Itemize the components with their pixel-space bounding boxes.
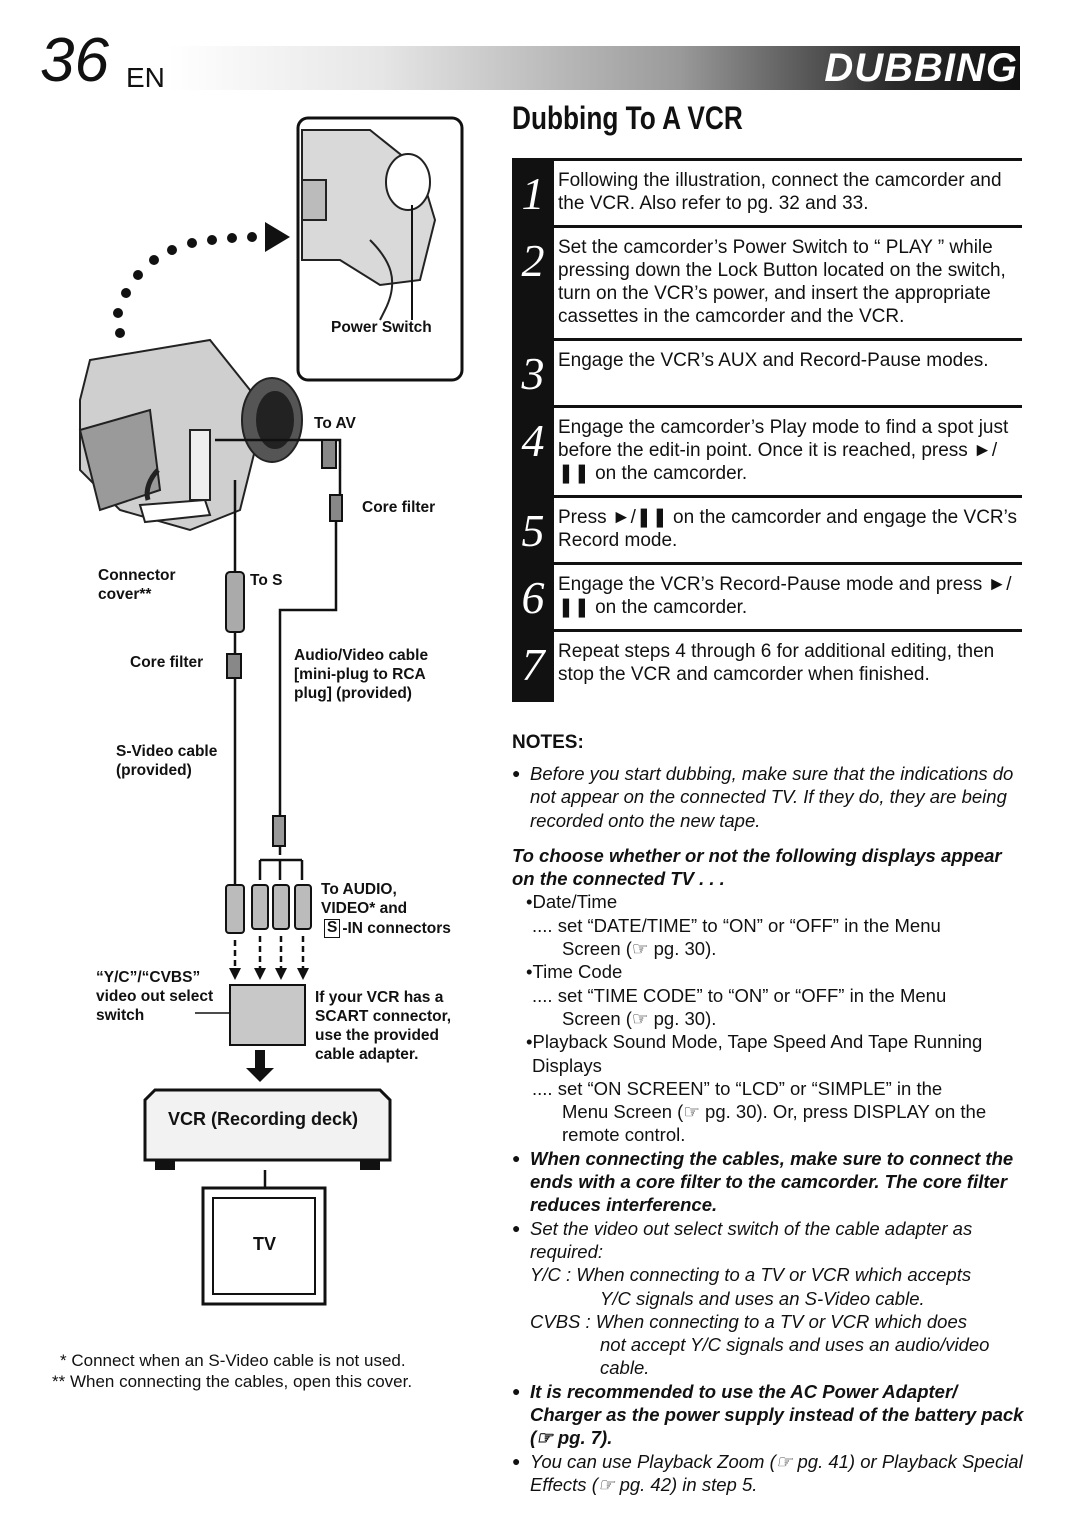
notes-title: NOTES:	[512, 732, 584, 753]
main-heading: Dubbing To A VCR	[512, 100, 743, 136]
step-1	[512, 158, 1022, 225]
cvbs-line-2: not accept Y/C signals and uses an audio/video	[600, 1334, 990, 1356]
cvbs-line: CVBS : When connecting to a TV or VCR which does	[530, 1310, 968, 1332]
playback-item-2: Displays	[532, 1054, 602, 1076]
to-s-label: To S	[250, 572, 283, 589]
scart-label: If your VCR has a SCART connector, use the provided cable adapter.	[315, 989, 452, 1063]
step-text: Engage the VCR’s Record-Pause mode and press ►/❚❚ on the camcorder.	[558, 574, 1012, 618]
s-in-connectors	[324, 919, 451, 938]
tv-label: TV	[253, 1234, 277, 1254]
step-4	[512, 405, 1022, 495]
note-item: ● You can use Playback Zoom (☞ pg. 41) or Playback Special Effects (☞ pg. 42) in step 5.	[512, 1450, 1027, 1497]
svideo-cable-label: S-Video cable (provided)	[116, 743, 218, 779]
step-6	[512, 562, 1022, 629]
connector-cover-label: Connector cover**	[98, 567, 176, 603]
s-in-label: -IN connectors	[342, 920, 451, 937]
core-filter-left-label: Core filter	[130, 654, 204, 671]
playback-set: .... set “ON SCREEN” to “LCD” or “SIMPLE” in the	[532, 1077, 943, 1099]
select-switch-label: “Y/C”/“CVBS” video out select switch	[96, 969, 214, 1024]
step-text: Press ►/❚❚ on the camcorder and engage the VCR’s Record mode.	[558, 507, 1018, 551]
cvbs-line-3: cable.	[600, 1357, 650, 1379]
note-item: ● When connecting the cables, make sure to connect the ends with a core filter to the camcorder. The core filter reduces interference.	[512, 1147, 1027, 1217]
playback-screen: Menu Screen (☞ pg. 30). Or, press DISPLAY on the	[562, 1101, 987, 1123]
step-text: Following the illustration, connect the camcorder and the VCR. Also refer to pg. 32 and 33.	[558, 170, 1002, 214]
step-3	[512, 338, 1022, 405]
to-av-label: To AV	[314, 415, 356, 432]
playback-remote: remote control.	[562, 1124, 686, 1146]
step-number: 2	[512, 228, 554, 338]
power-switch-label: Power Switch	[331, 319, 432, 336]
camcorder-illustration	[80, 340, 302, 530]
note-item: ● It is recommended to use the AC Power Adapter/ Charger as the power supply instead of the battery pack (☞ pg. 7).	[512, 1380, 1027, 1450]
to-audio-label: To AUDIO, VIDEO* and	[321, 881, 408, 917]
av-cable-label: Audio/Video cable [mini-plug to RCA plug] (provided)	[294, 647, 429, 702]
note-item: ● Set the video out select switch of the cable adapter as required:	[512, 1217, 1027, 1264]
step-text: Engage the camcorder’s Play mode to find a spot just before the edit-in point. Once it is reached, press ►/❚❚ on the camcorder.	[558, 417, 1009, 484]
footnotes	[52, 1350, 413, 1392]
core-filter-right-label: Core filter	[362, 499, 436, 516]
playback-item: •Playback Sound Mode, Tape Speed And Tape Running	[526, 1031, 983, 1053]
date-time-item: •Date/Time	[526, 891, 618, 913]
step-number: 6	[512, 565, 554, 629]
date-time-set: .... set “DATE/TIME” to “ON” or “OFF” in the Menu	[532, 914, 941, 936]
time-code-set: .... set “TIME CODE” to “ON” or “OFF” in the Menu	[532, 984, 947, 1006]
step-5	[512, 495, 1022, 562]
step-number: 1	[512, 161, 554, 225]
step-number: 7	[512, 632, 554, 702]
step-text: Set the camcorder’s Power Switch to “ PLAY ” while pressing down the Lock Button located on the switch, turn on the VCR’s power, and insert the appropriate cassettes in the camcorder and the VCR.	[558, 237, 1006, 327]
s-box-icon: S	[324, 919, 340, 938]
note-item: ● Before you start dubbing, make sure that the indications do not appear on the connected TV. If they do, they are being recorded onto the new tape.	[512, 762, 1027, 832]
page-number: 36	[40, 26, 109, 95]
dotted-arc-arrow	[113, 222, 290, 338]
time-code-item: •Time Code	[526, 961, 623, 983]
footnote-1: * Connect when an S-Video cable is not used.	[60, 1351, 406, 1370]
step-2	[512, 225, 1022, 338]
step-text: Engage the VCR’s AUX and Record-Pause modes.	[558, 350, 989, 371]
yc-line: Y/C : When connecting to a TV or VCR which accepts	[530, 1264, 972, 1286]
page-language: EN	[126, 62, 165, 93]
step-number: 5	[512, 498, 554, 562]
footnote-2: ** When connecting the cables, open this cover.	[52, 1372, 413, 1391]
yc-line-2: Y/C signals and uses an S-Video cable.	[600, 1287, 925, 1309]
notes-list	[512, 752, 1027, 1496]
time-code-screen: Screen (☞ pg. 30).	[562, 1007, 717, 1029]
step-text: Repeat steps 4 through 6 for additional editing, then stop the VCR and camcorder when finished.	[558, 641, 995, 685]
notes-subheading: To choose whether or not the following displays appear on the connected TV . . .	[512, 844, 1002, 890]
step-number: 4	[512, 408, 554, 495]
connection-diagram	[40, 110, 480, 1330]
steps-list	[512, 158, 1022, 702]
vcr-label: VCR (Recording deck)	[168, 1109, 359, 1129]
date-time-screen: Screen (☞ pg. 30).	[562, 938, 717, 960]
diagram-illustration	[40, 110, 480, 1330]
step-number: 3	[512, 341, 554, 405]
step-7	[512, 629, 1022, 702]
section-title: DUBBING	[824, 46, 1018, 90]
